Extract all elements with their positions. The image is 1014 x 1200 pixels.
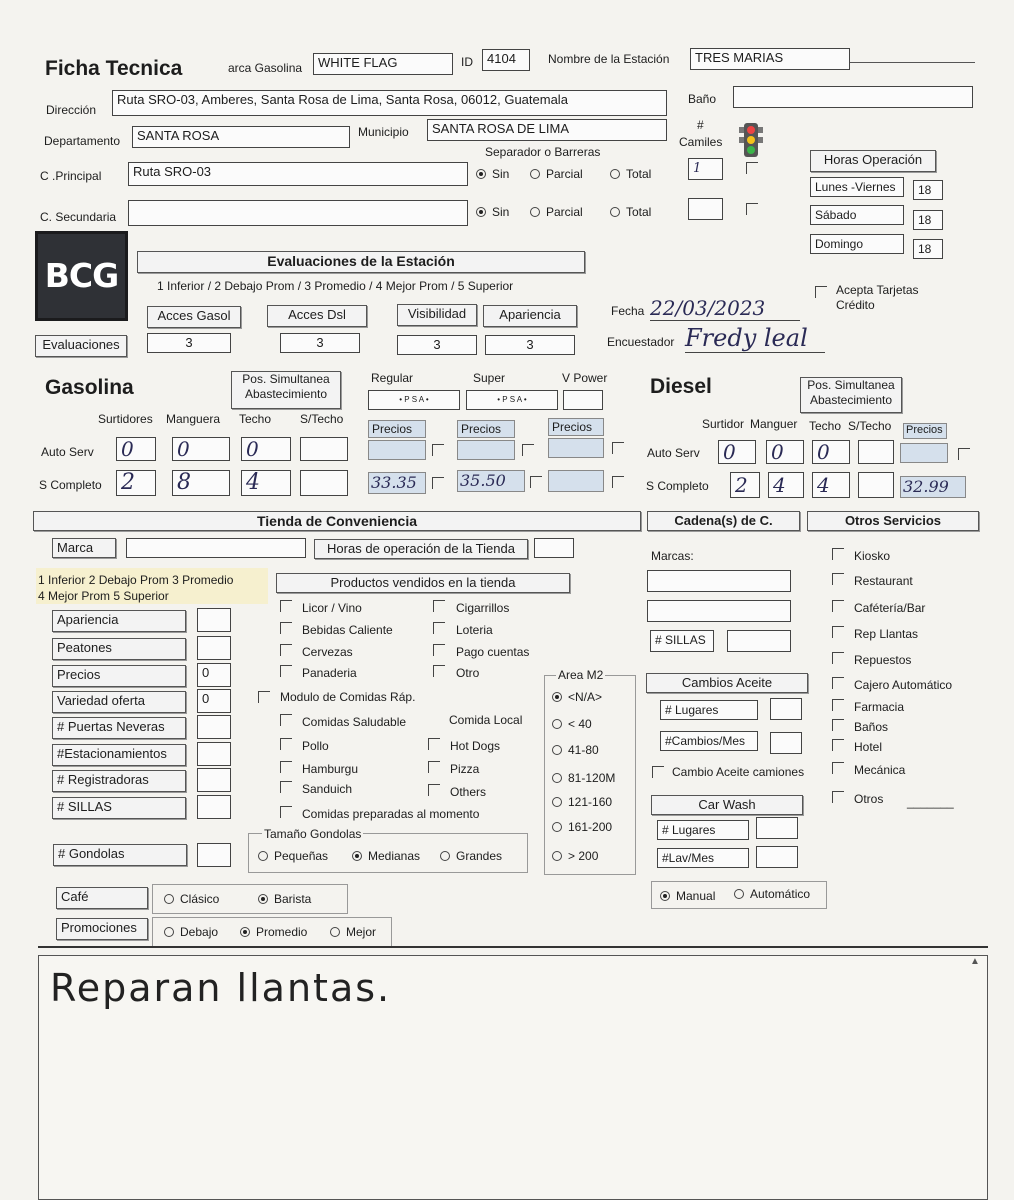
separador-label: Separador o Barreras: [485, 145, 601, 159]
product-check-loteria[interactable]: [433, 622, 445, 634]
evaluaciones-label: Evaluaciones: [35, 335, 127, 357]
tienda-scale: 1 Inferior 2 Debajo Prom 3 Promedio 4 Mejor Prom 5 Superior: [36, 568, 268, 604]
eval-field-apariencia[interactable]: [197, 608, 231, 632]
eval-item-sillas: # SILLAS: [52, 797, 186, 819]
notes-text: Reparan llantas.: [50, 966, 392, 1010]
cambios-lugares-field[interactable]: [770, 698, 802, 720]
otros-label-mec-nica: Mecánica: [854, 763, 906, 777]
eval-acces-dsl[interactable]: 3: [280, 333, 360, 353]
food-label-comidas-preparadas-al-momento: Comidas preparadas al momento: [302, 807, 480, 821]
carwash-auto-radio[interactable]: Automático: [734, 888, 810, 900]
marca-field[interactable]: WHITE FLAG: [313, 53, 453, 75]
eval-item-puertas-neveras: # Puertas Neveras: [52, 717, 186, 739]
diesel-auto-serv-label: Auto Serv: [647, 446, 700, 460]
diesel-manguer-header: Manguer: [750, 417, 798, 431]
food-label-pollo: Pollo: [302, 739, 329, 753]
otros-check-cajero-autom-tico[interactable]: [832, 677, 844, 689]
comida-local-label: Comida Local: [449, 713, 523, 727]
sunday-label: Domingo: [810, 234, 904, 254]
marcas-label: Marcas:: [651, 549, 694, 563]
gas-as-techo[interactable]: 0: [241, 437, 291, 461]
gas-sc-precio-regular[interactable]: 33.35: [368, 472, 426, 494]
marca-label: arca Gasolina: [228, 61, 303, 75]
principal-field[interactable]: Ruta SRO-03: [128, 162, 468, 186]
otros-label-repuestos: Repuestos: [854, 653, 912, 667]
diesel-techo-header: Techo: [809, 419, 842, 433]
diesel-sc-techo[interactable]: 4: [812, 472, 850, 498]
gas-as-vpower-check[interactable]: [612, 442, 624, 454]
diesel-as-manguer[interactable]: 0: [766, 440, 804, 464]
gasolina-title: Gasolina: [45, 376, 134, 399]
diesel-sc-surtidor[interactable]: 2: [730, 472, 760, 498]
vpower-label: V Power: [562, 371, 608, 385]
gondolas-field[interactable]: [197, 843, 231, 867]
diesel-surtidor-header: Surtidor: [702, 417, 745, 431]
otros-check-caf-ter-a-bar[interactable]: [832, 600, 844, 612]
super-label: Super: [473, 371, 506, 385]
gas-as-precio-vpower[interactable]: [548, 438, 604, 458]
evaluaciones-title: Evaluaciones de la Estación: [137, 251, 585, 273]
bano-field[interactable]: [733, 86, 973, 108]
food-check-pizza[interactable]: [428, 761, 440, 773]
acces-dsl-header: Acces Dsl: [267, 305, 367, 327]
secundaria-radio-total[interactable]: Total: [610, 206, 651, 218]
gas-as-manguera[interactable]: 0: [172, 437, 230, 461]
marca-field-2[interactable]: [647, 600, 791, 622]
principal-radio-parcial[interactable]: Parcial: [530, 168, 583, 180]
carwash-lav-label: #Lav/Mes: [657, 848, 749, 868]
gas-sc-regular-check[interactable]: [432, 477, 444, 489]
gas-as-super-check[interactable]: [522, 444, 534, 456]
otros-check-hotel[interactable]: [832, 739, 844, 751]
marca-field-1[interactable]: [647, 570, 791, 592]
municipio-field[interactable]: SANTA ROSA DE LIMA: [427, 119, 667, 141]
food-label-hot-dogs: Hot Dogs: [450, 739, 501, 753]
secundaria-radio-parcial[interactable]: Parcial: [530, 206, 583, 218]
principal-radio-sin[interactable]: Sin: [476, 168, 509, 180]
gas-sc-techo[interactable]: 4: [241, 470, 291, 496]
gas-as-surtidores[interactable]: 0: [116, 437, 156, 461]
area-radio-5[interactable]: 161-200: [552, 821, 612, 833]
product-check-cervezas[interactable]: [280, 644, 292, 656]
food-check-hot-dogs[interactable]: [428, 738, 440, 750]
tarjetas-checkbox[interactable]: [815, 286, 827, 298]
promo-radio-mejor[interactable]: Mejor: [330, 926, 376, 938]
tarjetas-label-2: Crédito: [836, 298, 875, 312]
product-label-otro: Otro: [456, 666, 480, 680]
camiles-principal-check[interactable]: [746, 162, 758, 174]
modulo-label: Modulo de Comidas Ráp.: [280, 690, 416, 704]
diesel-sc-manguer[interactable]: 4: [768, 472, 804, 498]
food-check-comidas-saludable[interactable]: [280, 714, 292, 726]
product-label-bebidas-caliente: Bebidas Caliente: [302, 623, 393, 637]
regular-psa[interactable]: • P S A •: [368, 390, 460, 410]
nombre-field[interactable]: TRES MARIAS: [690, 48, 850, 70]
otros-check-kiosko[interactable]: [832, 548, 844, 560]
otros-label-rep-llantas: Rep Llantas: [854, 627, 919, 641]
diesel-as-check[interactable]: [958, 448, 970, 460]
diesel-s-completo-label: S Completo: [646, 479, 709, 493]
sunday-hours-field[interactable]: 18: [913, 239, 943, 259]
diesel-title: Diesel: [650, 375, 712, 398]
id-label: ID: [461, 55, 473, 69]
food-check-others[interactable]: [428, 784, 440, 796]
eval-item-peatones: Peatones: [52, 638, 186, 660]
regular-label: Regular: [371, 371, 414, 385]
diesel-sc-precio[interactable]: 32.99: [900, 476, 966, 498]
tienda-horas-field[interactable]: [534, 538, 574, 558]
diesel-sc-stecho[interactable]: [858, 472, 894, 498]
eval-item-variedad-oferta: Variedad oferta: [52, 691, 186, 713]
manguera-header: Manguera: [166, 412, 221, 426]
camiles-label: Camiles: [679, 135, 723, 149]
gas-sc-stecho[interactable]: [300, 470, 348, 496]
diesel-as-techo[interactable]: 0: [812, 440, 850, 464]
departamento-label: Departamento: [44, 134, 121, 148]
camiles-hash: #: [697, 118, 704, 132]
diesel-stecho-header: S/Techo: [848, 419, 892, 433]
product-check-otro[interactable]: [433, 665, 445, 677]
gondola-radio-peque-as[interactable]: Pequeñas: [258, 850, 328, 862]
carwash-lav-field[interactable]: [756, 846, 798, 868]
product-check-panaderia[interactable]: [280, 665, 292, 677]
visibilidad-header: Visibilidad: [397, 304, 477, 326]
otros-check-repuestos[interactable]: [832, 652, 844, 664]
cadena-sillas-field[interactable]: [727, 630, 791, 652]
carwash-lugares-field[interactable]: [756, 817, 798, 839]
gas-sc-precio-vpower[interactable]: [548, 470, 604, 492]
food-label-pizza: Pizza: [450, 762, 480, 776]
product-label-cervezas: Cervezas: [302, 645, 353, 659]
principal-radio-total[interactable]: Total: [610, 168, 651, 180]
principal-label: C .Principal: [40, 169, 102, 183]
surtidores-header: Surtidores: [98, 412, 153, 426]
otros-label-restaurant: Restaurant: [854, 574, 913, 588]
form-title: Ficha Tecnica: [45, 57, 183, 80]
area-radio-3[interactable]: 81-120M: [552, 772, 615, 784]
gas-sc-vpower-check[interactable]: [612, 476, 624, 488]
otros-check-ba-os[interactable]: [832, 719, 844, 731]
cadena-title: Cadena(s) de C.: [647, 511, 800, 531]
tienda-horas-label: Horas de operación de la Tienda: [314, 539, 528, 559]
secundaria-radio-sin[interactable]: Sin: [476, 206, 509, 218]
bcg-logo: BCG: [35, 231, 128, 321]
direccion-label: Dirección: [46, 103, 97, 117]
eval-item-registradoras: # Registradoras: [52, 770, 186, 792]
area-radio-4[interactable]: 121-160: [552, 796, 612, 808]
cadena-sillas-label: # SILLAS: [650, 630, 714, 652]
secundaria-label: C. Secundaria: [40, 210, 117, 224]
eval-item-estacionamientos: #Estacionamientos: [52, 744, 186, 766]
food-label-comidas-saludable: Comidas Saludable: [302, 715, 407, 729]
otros-label-kiosko: Kiosko: [854, 549, 891, 563]
otros-check-farmacia[interactable]: [832, 699, 844, 711]
id-field[interactable]: 4104: [482, 49, 530, 71]
techo-header: Techo: [239, 412, 272, 426]
eval-field-sillas[interactable]: [197, 795, 231, 819]
food-check-hamburgu[interactable]: [280, 761, 292, 773]
bano-label: Baño: [688, 92, 717, 106]
tienda-title: Tienda de Conveniencia: [33, 511, 641, 531]
eval-visibilidad[interactable]: 3: [397, 335, 477, 355]
otros-label-farmacia: Farmacia: [854, 700, 905, 714]
otros-check-otros[interactable]: [832, 791, 844, 803]
gas-sc-manguera[interactable]: 8: [172, 470, 230, 496]
carwash-lugares-label: # Lugares: [657, 820, 749, 840]
super-psa[interactable]: • P S A •: [466, 390, 558, 410]
product-label-licor-vino: Licor / Vino: [302, 601, 362, 615]
otros-label-cajero-autom-tico: Cajero Automático: [854, 678, 953, 692]
eval-field-registradoras[interactable]: [197, 768, 231, 792]
secundaria-field[interactable]: [128, 200, 468, 226]
otros-check-restaurant[interactable]: [832, 573, 844, 585]
cafe-radio-cl-sico[interactable]: Clásico: [164, 893, 219, 905]
diesel-as-surtidor[interactable]: 0: [718, 440, 756, 464]
horas-title: Horas Operación: [810, 150, 936, 172]
cambios-mes-label: #Cambios/Mes: [660, 731, 758, 751]
gas-as-precio-regular[interactable]: [368, 440, 426, 460]
product-check-pago-cuentas[interactable]: [433, 644, 445, 656]
encuestador-field[interactable]: Fredy leal: [685, 324, 825, 353]
camiones-label: Cambio Aceite camiones: [672, 765, 805, 779]
apariencia-header: Apariencia: [483, 305, 577, 327]
eval-field-estacionamientos[interactable]: [197, 742, 231, 766]
departamento-field[interactable]: SANTA ROSA: [132, 126, 350, 148]
gas-as-regular-check[interactable]: [432, 444, 444, 456]
scroll-up-icon[interactable]: ▲: [970, 956, 980, 967]
gas-sc-super-check[interactable]: [530, 476, 542, 488]
precio-vpower-header: Precios: [548, 418, 604, 436]
food-check-comidas-preparadas-al-momento[interactable]: [280, 806, 292, 818]
saturday-label: Sábado: [810, 205, 904, 225]
tarjetas-label-1: Acepta Tarjetas: [836, 283, 919, 297]
otros-title: Otros Servicios: [807, 511, 979, 531]
food-label-sanduich: Sanduich: [302, 782, 353, 796]
diesel-precio-header: Precios: [903, 423, 947, 439]
gas-sc-precio-super[interactable]: 35.50: [457, 470, 525, 492]
gondola-radio-medianas[interactable]: Medianas: [352, 850, 420, 862]
gas-as-stecho[interactable]: [300, 437, 348, 461]
otros-blank-line: _______: [907, 795, 954, 809]
precio-super-header: Precios: [457, 420, 515, 438]
eval-field-peatones[interactable]: [197, 636, 231, 660]
food-check-pollo[interactable]: [280, 738, 292, 750]
otros-check-rep-llantas[interactable]: [832, 626, 844, 638]
eval-field-puertas-neveras[interactable]: [197, 715, 231, 739]
cambios-lugares-label: # Lugares: [660, 700, 758, 720]
cambios-title: Cambios Aceite: [646, 673, 808, 693]
promo-radio-debajo[interactable]: Debajo: [164, 926, 218, 938]
gas-as-precio-super[interactable]: [457, 440, 515, 460]
cafe-label: Café: [56, 887, 148, 909]
otros-label-hotel: Hotel: [854, 740, 883, 754]
otros-label-ba-os: Baños: [854, 720, 889, 734]
gas-sc-surtidores[interactable]: 2: [116, 470, 156, 496]
weekday-hours-field[interactable]: 18: [913, 180, 943, 200]
stecho-header: S/Techo: [300, 412, 344, 426]
diesel-as-stecho[interactable]: [858, 440, 894, 464]
camiles-principal-field[interactable]: 1: [688, 158, 723, 180]
gas-s-completo-label: S Completo: [39, 478, 102, 492]
traffic-light-icon: [738, 122, 764, 158]
eval-apariencia[interactable]: 3: [485, 335, 575, 355]
gondolas-label: # Gondolas: [53, 844, 187, 866]
gas-pos-simultanea: Pos. Simultanea Abastecimiento: [231, 371, 341, 409]
weekday-label: Lunes -Viernes: [810, 177, 904, 197]
area-radio-1[interactable]: < 40: [552, 718, 592, 730]
precio-regular-header: Precios: [368, 420, 426, 438]
promo-radio-promedio[interactable]: Promedio: [240, 926, 307, 938]
product-check-licor-vino[interactable]: [280, 600, 292, 612]
food-label-others: Others: [450, 785, 487, 799]
tienda-marca-label: Marca: [52, 538, 116, 558]
otros-label-otros: Otros: [854, 792, 884, 806]
area-radio-6[interactable]: > 200: [552, 850, 598, 862]
encuestador-label: Encuestador: [607, 335, 675, 349]
tienda-marca-field[interactable]: [126, 538, 306, 558]
camiones-check[interactable]: [652, 766, 664, 778]
nombre-label: Nombre de la Estación: [548, 52, 670, 66]
cafe-radio-barista[interactable]: Barista: [258, 893, 311, 905]
product-label-cigarrillos: Cigarrillos: [456, 601, 510, 615]
area-radio-2[interactable]: 41-80: [552, 744, 599, 756]
productos-title: Productos vendidos en la tienda: [276, 573, 570, 593]
diesel-as-precio[interactable]: [900, 443, 948, 463]
eval-item-precios: Precios: [52, 665, 186, 687]
eval-field-precios[interactable]: 0: [197, 663, 231, 687]
food-label-hamburgu: Hamburgu: [302, 762, 359, 776]
modulo-check[interactable]: [258, 691, 270, 703]
evaluaciones-scale: 1 Inferior / 2 Debajo Prom / 3 Promedio / 4 Mejor Prom / 5 Superior: [157, 279, 514, 293]
fecha-field[interactable]: 22/03/2023: [650, 296, 800, 321]
diesel-pos-simultanea: Pos. Simultanea Abastecimiento: [800, 377, 902, 413]
carwash-manual-radio[interactable]: Manual: [660, 890, 715, 902]
eval-acces-gasol[interactable]: 3: [147, 333, 231, 353]
product-check-bebidas-caliente[interactable]: [280, 622, 292, 634]
gondola-radio-grandes[interactable]: Grandes: [440, 850, 502, 862]
product-label-pago-cuentas: Pago cuentas: [456, 645, 530, 659]
otros-check-mec-nica[interactable]: [832, 762, 844, 774]
eval-item-apariencia: Apariencia: [52, 610, 186, 632]
municipio-label: Municipio: [358, 125, 409, 139]
acces-gasol-header: Acces Gasol: [147, 306, 241, 328]
food-check-sanduich[interactable]: [280, 781, 292, 793]
area-radio-0[interactable]: <N/A>: [552, 691, 602, 703]
saturday-hours-field[interactable]: 18: [913, 210, 943, 230]
gas-auto-serv-label: Auto Serv: [41, 445, 94, 459]
gondola-size-label: Tamaño Gondolas: [264, 827, 362, 841]
promo-label: Promociones: [56, 918, 148, 940]
camiles-secundaria-field[interactable]: [688, 198, 723, 220]
cambios-mes-field[interactable]: [770, 732, 802, 754]
product-label-panaderia: Panaderia: [302, 666, 357, 680]
camiles-secundaria-check[interactable]: [746, 203, 758, 215]
area-label: Area M2: [558, 668, 604, 682]
product-label-loteria: Loteria: [456, 623, 493, 637]
direccion-field[interactable]: Ruta SRO-03, Amberes, Santa Rosa de Lima, Santa Rosa, 06012, Guatemala: [112, 90, 667, 116]
otros-label-caf-ter-a-bar: Cafétería/Bar: [854, 601, 926, 615]
fecha-label: Fecha: [611, 304, 645, 318]
eval-field-variedad-oferta[interactable]: 0: [197, 689, 231, 713]
product-check-cigarrillos[interactable]: [433, 600, 445, 612]
vpower-psa[interactable]: [563, 390, 603, 410]
carwash-title: Car Wash: [651, 795, 803, 815]
